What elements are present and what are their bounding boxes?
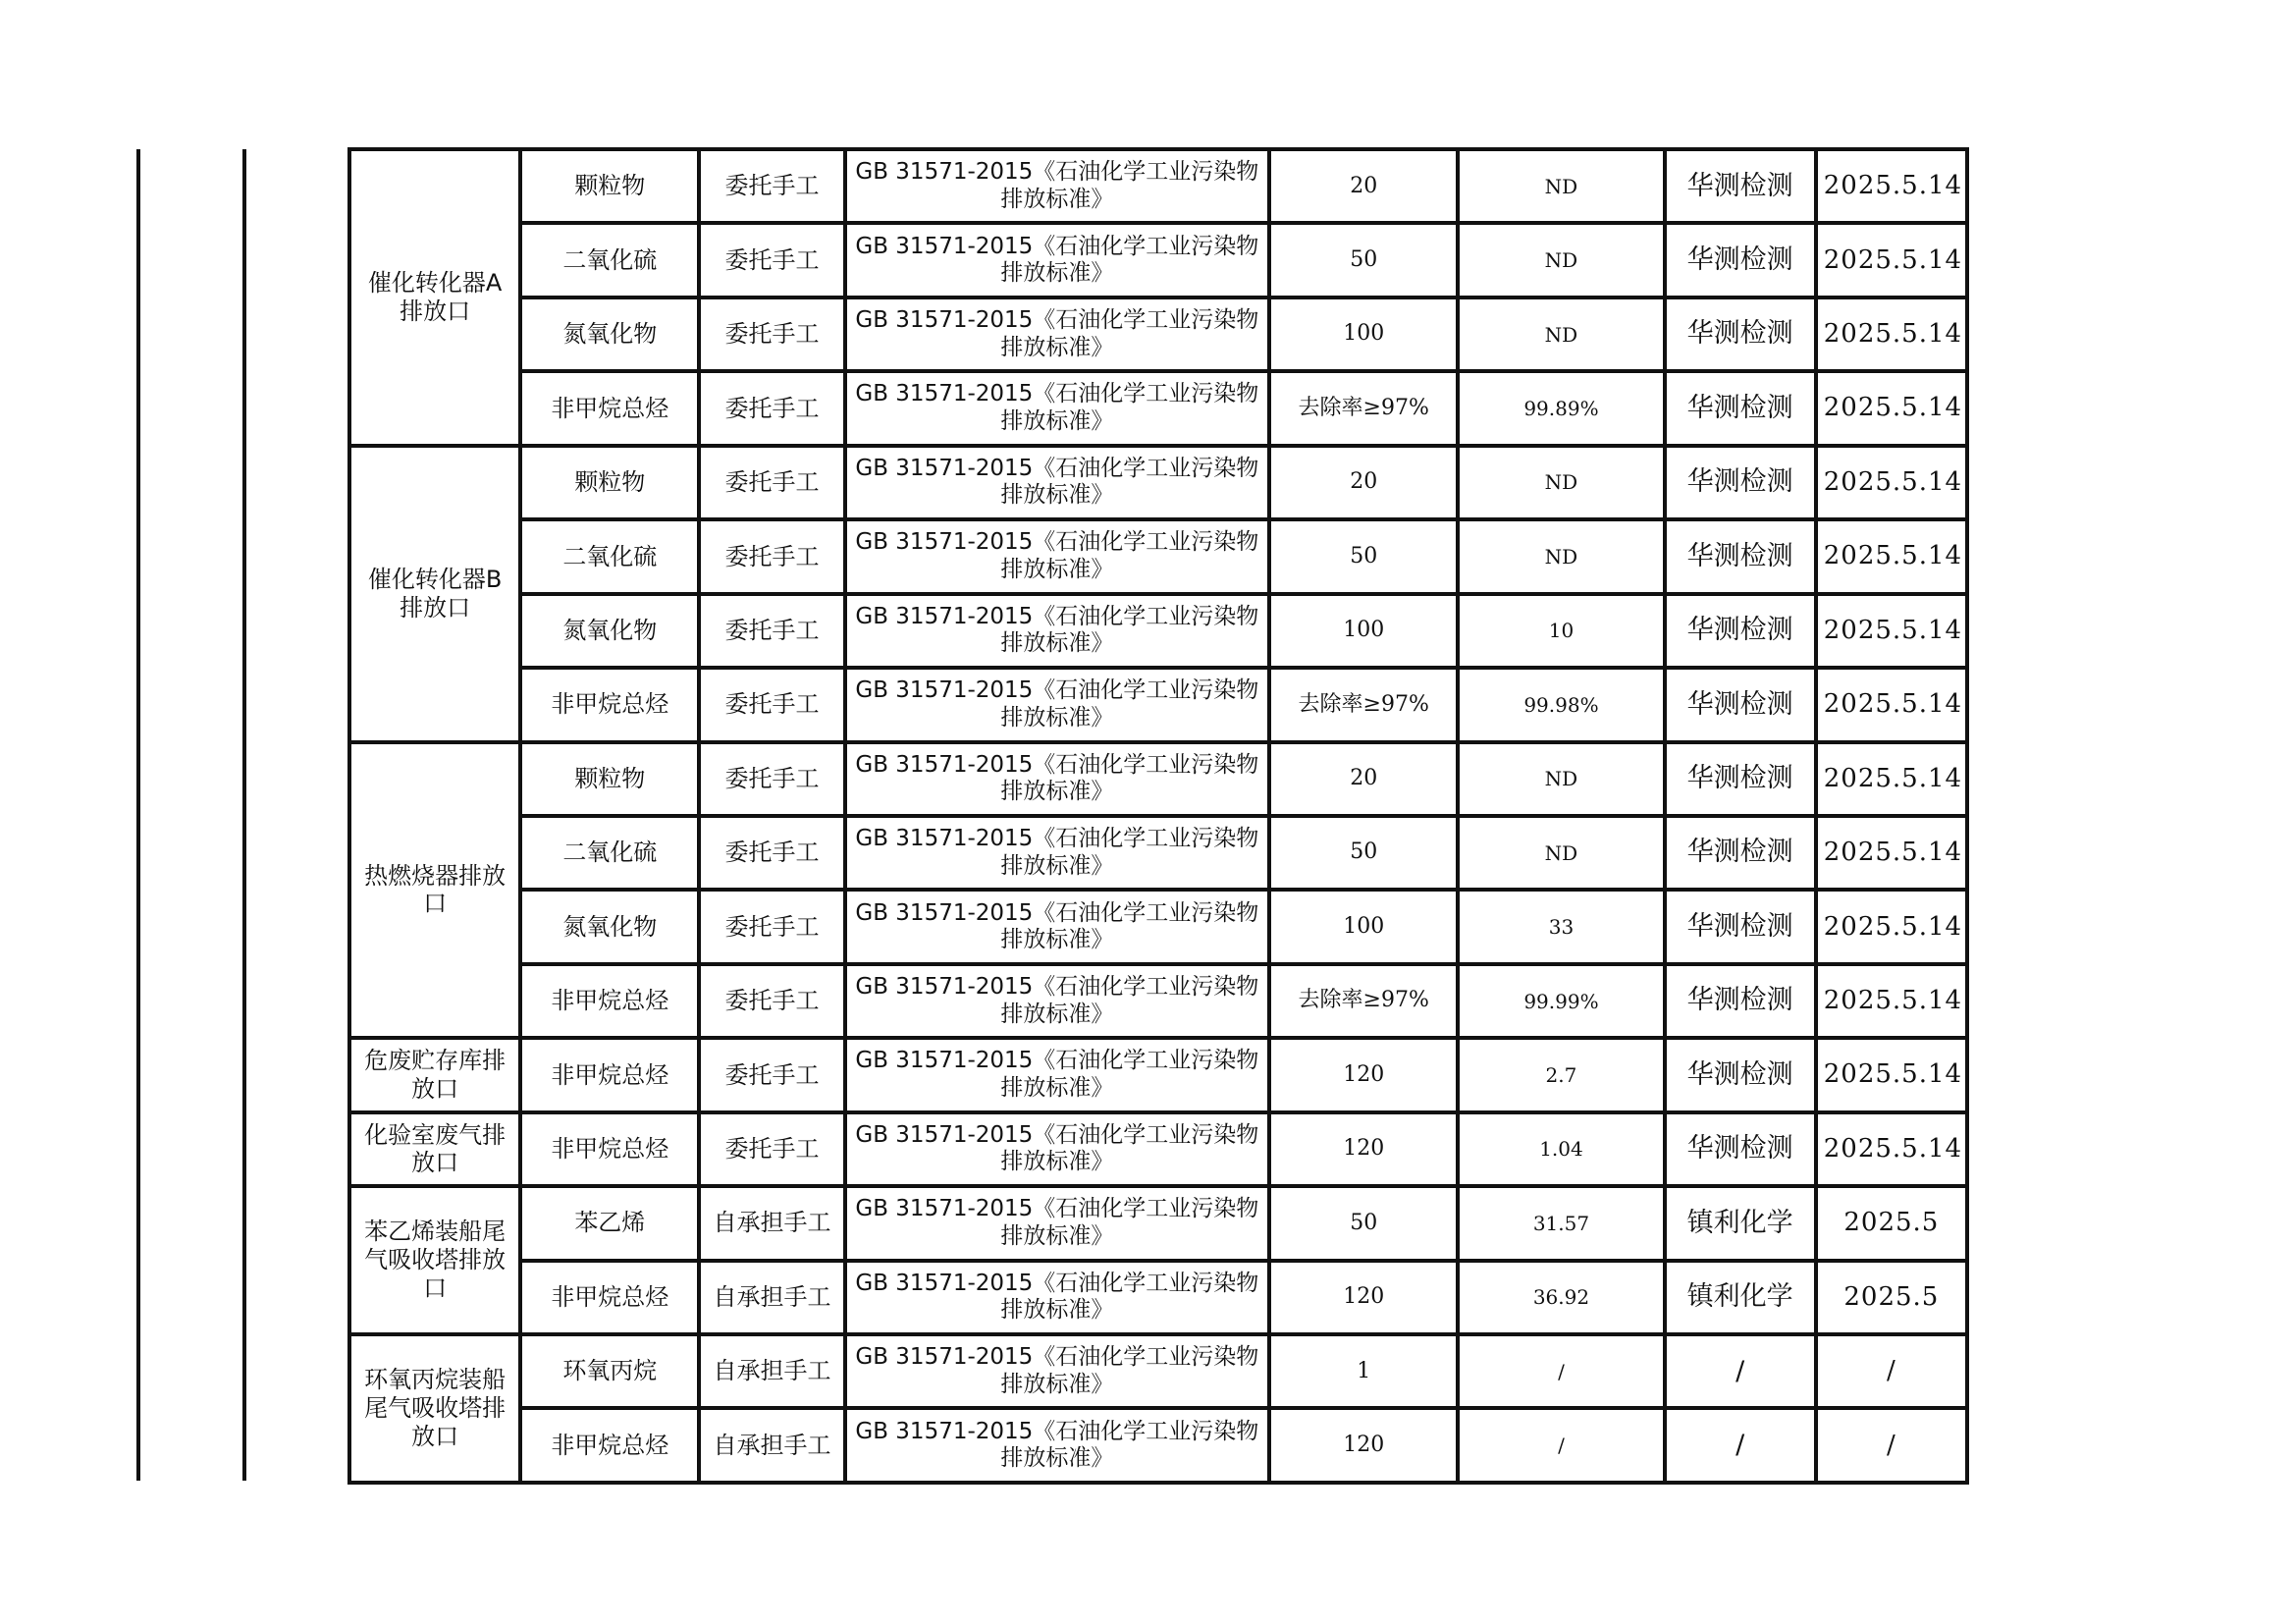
- monitoring-method-cell: 自承担手工: [699, 1334, 844, 1408]
- limit-value-cell: 100: [1269, 890, 1458, 963]
- left-margin-rule: [136, 149, 140, 1481]
- result-value-cell: /: [1458, 1334, 1664, 1408]
- limit-value-cell: 去除率≥97%: [1269, 668, 1458, 741]
- pollutant-cell: 颗粒物: [520, 742, 699, 816]
- limit-value-cell: 120: [1269, 1112, 1458, 1186]
- standard-cell: GB 31571-2015《石油化学工业污染物排放标准》: [845, 742, 1270, 816]
- table-row: [349, 594, 1967, 668]
- table-row: [349, 964, 1967, 1038]
- monitoring-method-cell: 委托手工: [699, 1112, 844, 1186]
- monitoring-method-cell: 委托手工: [699, 668, 844, 741]
- monitoring-method-cell: 委托手工: [699, 519, 844, 593]
- testing-organization-cell: 华测检测: [1665, 446, 1816, 519]
- result-value-cell: 1.04: [1458, 1112, 1664, 1186]
- standard-cell: GB 31571-2015《石油化学工业污染物排放标准》: [845, 594, 1270, 668]
- limit-value-cell: 20: [1269, 446, 1458, 519]
- outlet-name-cell: 环氧丙烷装船尾气吸收塔排放口: [349, 1334, 520, 1483]
- testing-date-cell: 2025.5.14: [1816, 890, 1967, 963]
- result-value-cell: ND: [1458, 223, 1664, 297]
- table-row: [349, 1186, 1967, 1260]
- testing-date-cell: 2025.5.14: [1816, 594, 1967, 668]
- limit-value-cell: 1: [1269, 1334, 1458, 1408]
- monitoring-method-cell: 自承担手工: [699, 1186, 844, 1260]
- outlet-name-cell: 催化转化器B排放口: [349, 446, 520, 742]
- limit-value-cell: 20: [1269, 149, 1458, 223]
- testing-organization-cell: 镇利化学: [1665, 1186, 1816, 1260]
- table-row: [349, 668, 1967, 741]
- limit-value-cell: 120: [1269, 1408, 1458, 1483]
- result-value-cell: ND: [1458, 816, 1664, 890]
- testing-date-cell: 2025.5.14: [1816, 223, 1967, 297]
- result-value-cell: 31.57: [1458, 1186, 1664, 1260]
- monitoring-table: [347, 147, 1969, 1485]
- table-row: [349, 1112, 1967, 1186]
- result-value-cell: /: [1458, 1408, 1664, 1483]
- standard-cell: GB 31571-2015《石油化学工业污染物排放标准》: [845, 298, 1270, 371]
- table-row: [349, 742, 1967, 816]
- pollutant-cell: 环氧丙烷: [520, 1334, 699, 1408]
- standard-cell: GB 31571-2015《石油化学工业污染物排放标准》: [845, 1038, 1270, 1111]
- limit-value-cell: 50: [1269, 519, 1458, 593]
- pollutant-cell: 非甲烷总烃: [520, 1261, 699, 1334]
- limit-value-cell: 去除率≥97%: [1269, 964, 1458, 1038]
- testing-organization-cell: 华测检测: [1665, 149, 1816, 223]
- testing-date-cell: 2025.5.14: [1816, 964, 1967, 1038]
- outlet-name-cell: 化验室废气排放口: [349, 1112, 520, 1186]
- standard-cell: GB 31571-2015《石油化学工业污染物排放标准》: [845, 1408, 1270, 1483]
- standard-cell: GB 31571-2015《石油化学工业污染物排放标准》: [845, 1334, 1270, 1408]
- table-row: [349, 519, 1967, 593]
- result-value-cell: ND: [1458, 298, 1664, 371]
- limit-value-cell: 120: [1269, 1038, 1458, 1111]
- result-value-cell: ND: [1458, 519, 1664, 593]
- standard-cell: GB 31571-2015《石油化学工业污染物排放标准》: [845, 1112, 1270, 1186]
- table-row: [349, 1408, 1967, 1483]
- testing-organization-cell: 华测检测: [1665, 742, 1816, 816]
- testing-date-cell: 2025.5.14: [1816, 668, 1967, 741]
- testing-date-cell: 2025.5.14: [1816, 446, 1967, 519]
- standard-cell: GB 31571-2015《石油化学工业污染物排放标准》: [845, 519, 1270, 593]
- standard-cell: GB 31571-2015《石油化学工业污染物排放标准》: [845, 1261, 1270, 1334]
- pollutant-cell: 非甲烷总烃: [520, 964, 699, 1038]
- limit-value-cell: 50: [1269, 816, 1458, 890]
- standard-cell: GB 31571-2015《石油化学工业污染物排放标准》: [845, 964, 1270, 1038]
- inner-margin-rule: [242, 149, 246, 1481]
- table-row: [349, 298, 1967, 371]
- pollutant-cell: 非甲烷总烃: [520, 371, 699, 445]
- testing-organization-cell: 华测检测: [1665, 519, 1816, 593]
- pollutant-cell: 颗粒物: [520, 446, 699, 519]
- testing-organization-cell: /: [1665, 1334, 1816, 1408]
- testing-organization-cell: 华测检测: [1665, 594, 1816, 668]
- testing-organization-cell: 华测检测: [1665, 816, 1816, 890]
- result-value-cell: 99.89%: [1458, 371, 1664, 445]
- monitoring-method-cell: 委托手工: [699, 594, 844, 668]
- testing-organization-cell: 华测检测: [1665, 371, 1816, 445]
- result-value-cell: 10: [1458, 594, 1664, 668]
- testing-date-cell: 2025.5.14: [1816, 816, 1967, 890]
- pollutant-cell: 非甲烷总烃: [520, 1112, 699, 1186]
- table-body: [349, 149, 1967, 1483]
- testing-organization-cell: 华测检测: [1665, 1112, 1816, 1186]
- result-value-cell: ND: [1458, 446, 1664, 519]
- pollutant-cell: 氮氧化物: [520, 594, 699, 668]
- testing-organization-cell: 华测检测: [1665, 298, 1816, 371]
- testing-date-cell: 2025.5: [1816, 1186, 1967, 1260]
- outlet-name-cell: 热燃烧器排放口: [349, 742, 520, 1039]
- limit-value-cell: 120: [1269, 1261, 1458, 1334]
- table-row: [349, 149, 1967, 223]
- limit-value-cell: 去除率≥97%: [1269, 371, 1458, 445]
- testing-date-cell: 2025.5.14: [1816, 1112, 1967, 1186]
- standard-cell: GB 31571-2015《石油化学工业污染物排放标准》: [845, 1186, 1270, 1260]
- outlet-name-cell: 催化转化器A排放口: [349, 149, 520, 446]
- testing-date-cell: /: [1816, 1334, 1967, 1408]
- result-value-cell: ND: [1458, 149, 1664, 223]
- pollutant-cell: 氮氧化物: [520, 298, 699, 371]
- standard-cell: GB 31571-2015《石油化学工业污染物排放标准》: [845, 149, 1270, 223]
- monitoring-method-cell: 委托手工: [699, 816, 844, 890]
- testing-organization-cell: 华测检测: [1665, 1038, 1816, 1111]
- result-value-cell: 36.92: [1458, 1261, 1664, 1334]
- monitoring-method-cell: 委托手工: [699, 890, 844, 963]
- standard-cell: GB 31571-2015《石油化学工业污染物排放标准》: [845, 816, 1270, 890]
- limit-value-cell: 100: [1269, 594, 1458, 668]
- standard-cell: GB 31571-2015《石油化学工业污染物排放标准》: [845, 446, 1270, 519]
- limit-value-cell: 50: [1269, 223, 1458, 297]
- limit-value-cell: 20: [1269, 742, 1458, 816]
- monitoring-method-cell: 自承担手工: [699, 1408, 844, 1483]
- testing-date-cell: 2025.5.14: [1816, 371, 1967, 445]
- testing-date-cell: 2025.5: [1816, 1261, 1967, 1334]
- testing-date-cell: 2025.5.14: [1816, 298, 1967, 371]
- table-row: [349, 890, 1967, 963]
- monitoring-method-cell: 自承担手工: [699, 1261, 844, 1334]
- pollutant-cell: 非甲烷总烃: [520, 1408, 699, 1483]
- testing-organization-cell: 华测检测: [1665, 223, 1816, 297]
- testing-date-cell: 2025.5.14: [1816, 519, 1967, 593]
- monitoring-method-cell: 委托手工: [699, 742, 844, 816]
- testing-date-cell: 2025.5.14: [1816, 149, 1967, 223]
- testing-organization-cell: /: [1665, 1408, 1816, 1483]
- monitoring-method-cell: 委托手工: [699, 149, 844, 223]
- pollutant-cell: 苯乙烯: [520, 1186, 699, 1260]
- table-row: [349, 816, 1967, 890]
- result-value-cell: ND: [1458, 742, 1664, 816]
- table-row: [349, 1261, 1967, 1334]
- pollutant-cell: 氮氧化物: [520, 890, 699, 963]
- monitoring-method-cell: 委托手工: [699, 298, 844, 371]
- testing-date-cell: 2025.5.14: [1816, 1038, 1967, 1111]
- result-value-cell: 2.7: [1458, 1038, 1664, 1111]
- limit-value-cell: 50: [1269, 1186, 1458, 1260]
- table-row: [349, 446, 1967, 519]
- table-row: [349, 371, 1967, 445]
- table-row: [349, 1038, 1967, 1111]
- pollutant-cell: 非甲烷总烃: [520, 1038, 699, 1111]
- testing-date-cell: 2025.5.14: [1816, 742, 1967, 816]
- monitoring-method-cell: 委托手工: [699, 1038, 844, 1111]
- testing-organization-cell: 华测检测: [1665, 668, 1816, 741]
- limit-value-cell: 100: [1269, 298, 1458, 371]
- pollutant-cell: 颗粒物: [520, 149, 699, 223]
- outlet-name-cell: 苯乙烯装船尾气吸收塔排放口: [349, 1186, 520, 1334]
- monitoring-method-cell: 委托手工: [699, 446, 844, 519]
- testing-date-cell: /: [1816, 1408, 1967, 1483]
- pollutant-cell: 二氧化硫: [520, 816, 699, 890]
- result-value-cell: 99.99%: [1458, 964, 1664, 1038]
- pollutant-cell: 二氧化硫: [520, 223, 699, 297]
- pollutant-cell: 非甲烷总烃: [520, 668, 699, 741]
- monitoring-method-cell: 委托手工: [699, 371, 844, 445]
- standard-cell: GB 31571-2015《石油化学工业污染物排放标准》: [845, 668, 1270, 741]
- testing-organization-cell: 华测检测: [1665, 890, 1816, 963]
- testing-organization-cell: 华测检测: [1665, 964, 1816, 1038]
- outlet-name-cell: 危废贮存库排放口: [349, 1038, 520, 1111]
- table-row: [349, 1334, 1967, 1408]
- result-value-cell: 33: [1458, 890, 1664, 963]
- pollutant-cell: 二氧化硫: [520, 519, 699, 593]
- standard-cell: GB 31571-2015《石油化学工业污染物排放标准》: [845, 371, 1270, 445]
- monitoring-method-cell: 委托手工: [699, 223, 844, 297]
- standard-cell: GB 31571-2015《石油化学工业污染物排放标准》: [845, 890, 1270, 963]
- table-row: [349, 223, 1967, 297]
- monitoring-method-cell: 委托手工: [699, 964, 844, 1038]
- testing-organization-cell: 镇利化学: [1665, 1261, 1816, 1334]
- result-value-cell: 99.98%: [1458, 668, 1664, 741]
- standard-cell: GB 31571-2015《石油化学工业污染物排放标准》: [845, 223, 1270, 297]
